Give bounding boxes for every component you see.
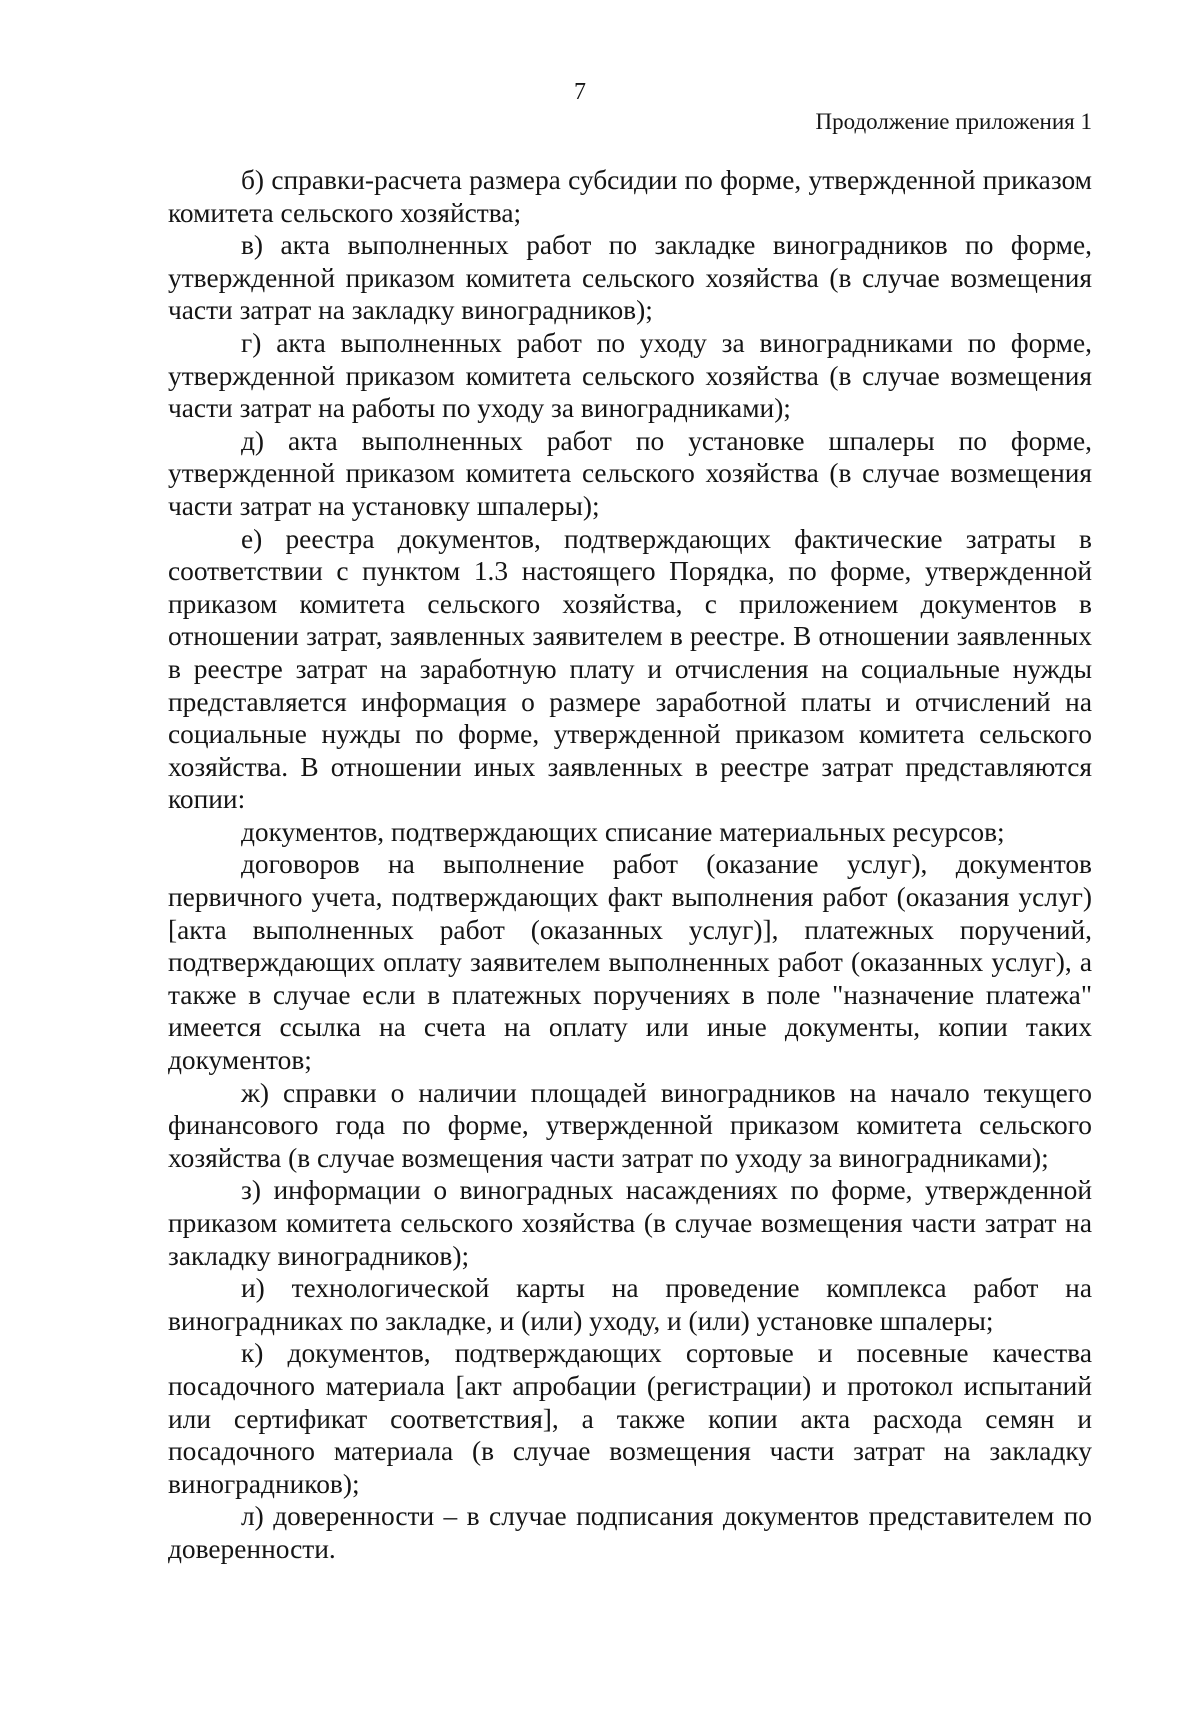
item-b-paragraph: б) справки-расчета размера субсидии по форме, утвержденной приказом комитета сельского хозяйства; — [168, 165, 1092, 228]
appendix-continuation-label: Продолжение приложения 1 — [815, 109, 1092, 134]
item-v-paragraph: в) акта выполненных работ по закладке виноградников по форме, утвержденной приказом комитета сельского хозяйства (в случае возмещения части затрат на закладку виноградников); — [168, 230, 1092, 326]
page-number: 7 — [574, 79, 586, 105]
item-zh-paragraph: ж) справки о наличии площадей виноградников на начало текущего финансового года по форме, утвержденной приказом комитета сельского хозяйства (в случае возмещения части затрат по уходу за виноградниками); — [168, 1077, 1092, 1173]
item-l-paragraph: л) доверенности – в случае подписания документов представителем по доверенности. — [168, 1501, 1092, 1564]
item-d-paragraph: д) акта выполненных работ по установке шпалеры по форме, утвержденной приказом комитета сельского хозяйства (в случае возмещения части затрат на установку шпалеры); — [168, 425, 1092, 521]
item-g-paragraph: г) акта выполненных работ по уходу за виноградниками по форме, утвержденной приказом комитета сельского хозяйства (в случае возмещения части затрат на работы по уходу за виноградниками); — [168, 327, 1092, 424]
item-i-paragraph: и) технологической карты на проведение комплекса работ на виноградниках по закладке, и (или) уходу, и (или) установке шпалеры; — [168, 1273, 1092, 1336]
copies-contracts-paragraph: договоров на выполнение работ (оказание услуг), документов первичного учета, подтверждающих факт выполнения работ (оказания услуг) [акта выполненных работ (оказанных услуг)], платежных поручений, подтверждающих оплату заявителем выполненных работ (оказанных услуг), а также в случае если в платежных поручениях в поле "назначение платежа" имеется ссылка на счета на оплату или иные документы, копии таких документов; — [168, 849, 1092, 1076]
copies-material-resources-paragraph: документов, подтверждающих списание материальных ресурсов; — [241, 816, 1005, 847]
item-e-paragraph: е) реестра документов, подтверждающих фактические затраты в соответствии с пунктом 1.3 настоящего Порядка, по форме, утвержденной приказом комитета сельского хозяйства, с приложением документов в отношении затрат, заявленных заявителем в реестре. В отношении заявленных в реестре затрат на заработную плату и отчисления на социальные нужды представляется информация о размере заработной платы и отчислений на социальные нужды по форме, утвержденной приказом комитета сельского хозяйства. В отношении иных заявленных в реестре затрат представляются копии: — [168, 523, 1092, 815]
document-body — [168, 164, 1092, 1566]
item-k-paragraph: к) документов, подтверждающих сортовые и посевные качества посадочного материала [акт апробации (регистрации) и протокол испытаний или сертификат соответствия], а также копии акта расхода семян и посадочного материала (в случае возмещения части затрат на закладку виноградников); — [168, 1338, 1092, 1499]
item-z-paragraph: з) информации о виноградных насаждениях по форме, утвержденной приказом комитета сельского хозяйства (в случае возмещения части затрат на закладку виноградников); — [168, 1175, 1092, 1271]
